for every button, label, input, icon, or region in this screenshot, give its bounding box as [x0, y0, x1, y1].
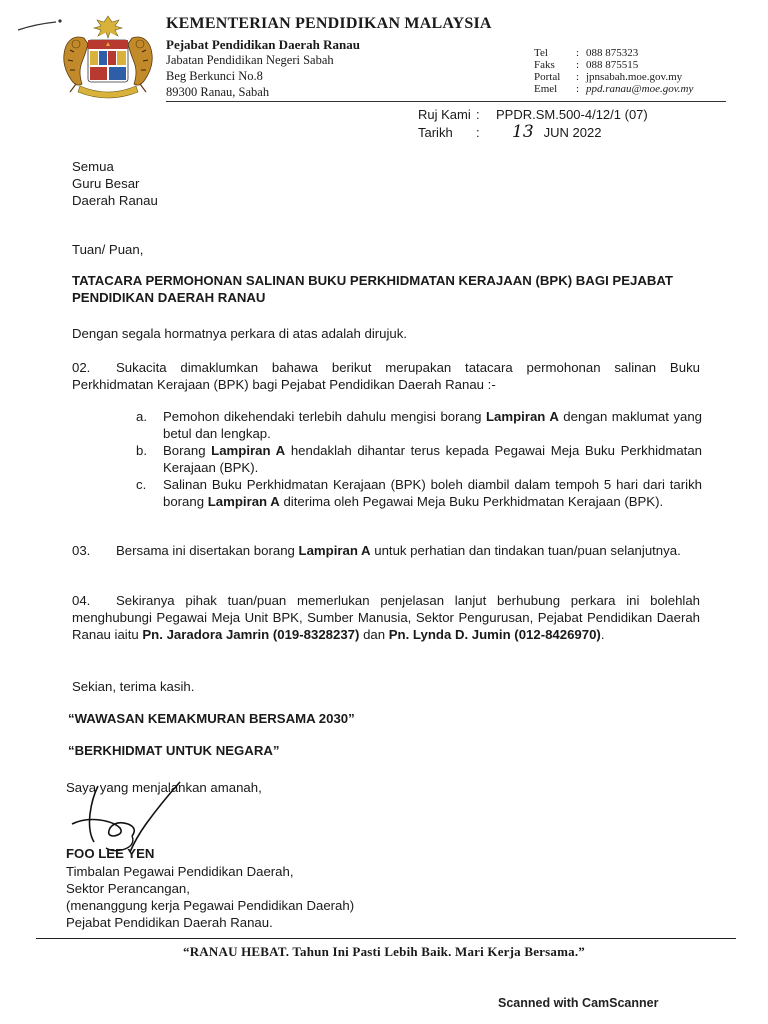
signer-title-4: Pejabat Pendidikan Daerah Ranau. [66, 915, 273, 930]
ref-value: PPDR.SM.500-4/12/1 (07) [496, 107, 648, 122]
ministry-name: KEMENTERIAN PENDIDIKAN MALAYSIA [166, 15, 492, 32]
coat-of-arms-emblem [52, 12, 164, 102]
contact-portal: Portal : jpnsabah.moe.gov.my [534, 71, 683, 83]
paragraph-number: 03. [72, 543, 91, 558]
letter-subject: TATACARA PERMOHONAN SALINAN BUKU PERKHIDMATAN KERAJAAN (BPK) BAGI PEJABAT PENDIDIKAN DAERAH RANAU [72, 273, 673, 305]
list-text-bold: Lampiran A [207, 494, 280, 509]
date-label: Tarikh [418, 125, 453, 140]
paragraph-04 [72, 592, 700, 643]
signer-name: FOO LEE YEN [66, 846, 155, 861]
list-text: dengan maklumat yang betul dan lengkap. [163, 409, 702, 441]
slogan-berkhidmat: “BERKHIDMAT UNTUK NEGARA” [68, 743, 280, 758]
paragraph-02 [72, 359, 700, 393]
date-month-year: JUN 2022 [543, 125, 602, 140]
signer-title-3: (menanggung kerja Pegawai Pendidikan Daerah) [66, 898, 355, 913]
list-item [136, 408, 702, 442]
ref-label: Ruj Kami [418, 107, 471, 122]
list-text-bold: Lampiran A [485, 409, 559, 424]
list-item [136, 442, 702, 476]
letter-date: Tarikh : 13 JUN 2022 [418, 122, 602, 142]
list-text: hendaklah dihantar terus kepada Pegawai Meja Buku Perkhidmatan Kerajaan (BPK). [163, 443, 702, 475]
list-text: Borang [163, 443, 212, 458]
footer-motto: “RANAU HEBAT. Tahun Ini Pasti Lebih Baik. Mari Kerja Bersama.” [183, 944, 585, 959]
contact-phone-1: (019-8328237) [272, 627, 360, 642]
paragraph-text: untuk perhatian dan tindakan tuan/puan selanjutnya. [370, 543, 681, 558]
list-item [136, 476, 702, 510]
paragraph-text: Sekiranya pihak tuan/puan memerlukan penjelasan lanjut berhubung perkara ini bolehlah menghubungi Pegawai Meja Unit BPK, Sumber Manusia, Sektor Pengurusan, Pejabat Pendidikan Daerah Ranau iaitu [72, 593, 700, 642]
paragraph-03 [72, 542, 700, 559]
scanner-watermark: Scanned with CamScanner [498, 996, 659, 1010]
closing-line: Sekian, terima kasih. [72, 679, 195, 694]
contact-tel: Tel : 088 875323 [534, 47, 639, 59]
department-name: Jabatan Pendidikan Negeri Sabah [166, 53, 334, 67]
reference-number: Ruj Kami : PPDR.SM.500-4/12/1 (07) [418, 107, 648, 122]
contact-label: Emel [534, 83, 558, 95]
contact-value: ppd.ranau@moe.gov.my [586, 83, 694, 95]
recipient-line-3: Daerah Ranau [72, 193, 158, 208]
paragraph-number: 04. [72, 593, 91, 608]
address-line-2: 89300 Ranau, Sabah [166, 85, 270, 99]
contact-label: Tel [534, 47, 548, 59]
handwritten-day: 13 [512, 122, 534, 142]
contact-value: 088 875515 [586, 59, 639, 71]
contact-fax: Faks : 088 875515 [534, 59, 639, 71]
header-divider [166, 101, 726, 102]
procedure-list [136, 408, 702, 510]
paragraph-number: 02. [72, 360, 91, 375]
contact-phone-2: (012-8426970) [514, 627, 601, 642]
list-marker: c. [136, 477, 147, 492]
list-marker: b. [136, 443, 147, 458]
paragraph-text-bold: Lampiran A [298, 543, 371, 558]
footer-divider [36, 938, 736, 939]
contact-person-1: Pn. Jaradora Jamrin [142, 627, 270, 642]
opening-line: Dengan segala hormatnya perkara di atas adalah dirujuk. [72, 326, 408, 341]
recipient-line-2: Guru Besar [72, 176, 140, 191]
contact-email: Emel : ppd.ranau@moe.gov.my [534, 83, 694, 95]
contact-value: jpnsabah.moe.gov.my [586, 71, 683, 83]
paragraph-text: dan [359, 627, 389, 642]
office-name: Pejabat Pendidikan Daerah Ranau [166, 37, 360, 52]
address-line-1: Beg Berkunci No.8 [166, 69, 263, 83]
list-text-bold: Lampiran A [211, 443, 286, 458]
contact-label: Faks [534, 59, 555, 71]
list-text: Salinan Buku Perkhidmatan Kerajaan (BPK) boleh diambil dalam tempoh 5 hari dari tarikh borang [163, 477, 702, 509]
recipient-line-1: Semua [72, 159, 114, 174]
slogan-wawasan: “WAWASAN KEMAKMURAN BERSAMA 2030” [68, 711, 355, 726]
list-marker: a. [136, 409, 147, 424]
signer-title-2: Sektor Perancangan, [66, 881, 190, 896]
signer-title-1: Timbalan Pegawai Pendidikan Daerah, [66, 864, 294, 879]
list-text: Pemohon dikehendaki terlebih dahulu mengisi borang [163, 409, 486, 424]
contact-value: 088 875323 [586, 47, 639, 59]
list-text: diterima oleh Pegawai Meja Buku Perkhidmatan Kerajaan (BPK). [279, 494, 664, 509]
contact-person-2: Pn. Lynda D. Jumin [388, 627, 511, 642]
paragraph-text: Sukacita dimaklumkan bahawa berikut merupakan tatacara permohonan salinan Buku Perkhidmatan Kerajaan (BPK) bagi Pejabat Pendidikan Daerah Ranau :- [72, 360, 700, 392]
sign-off: Saya yang menjalankan amanah, [66, 780, 262, 795]
paragraph-text: . [600, 627, 605, 642]
paragraph-text: Bersama ini disertakan borang [116, 543, 299, 558]
contact-label: Portal [534, 71, 561, 83]
salutation: Tuan/ Puan, [72, 242, 144, 257]
